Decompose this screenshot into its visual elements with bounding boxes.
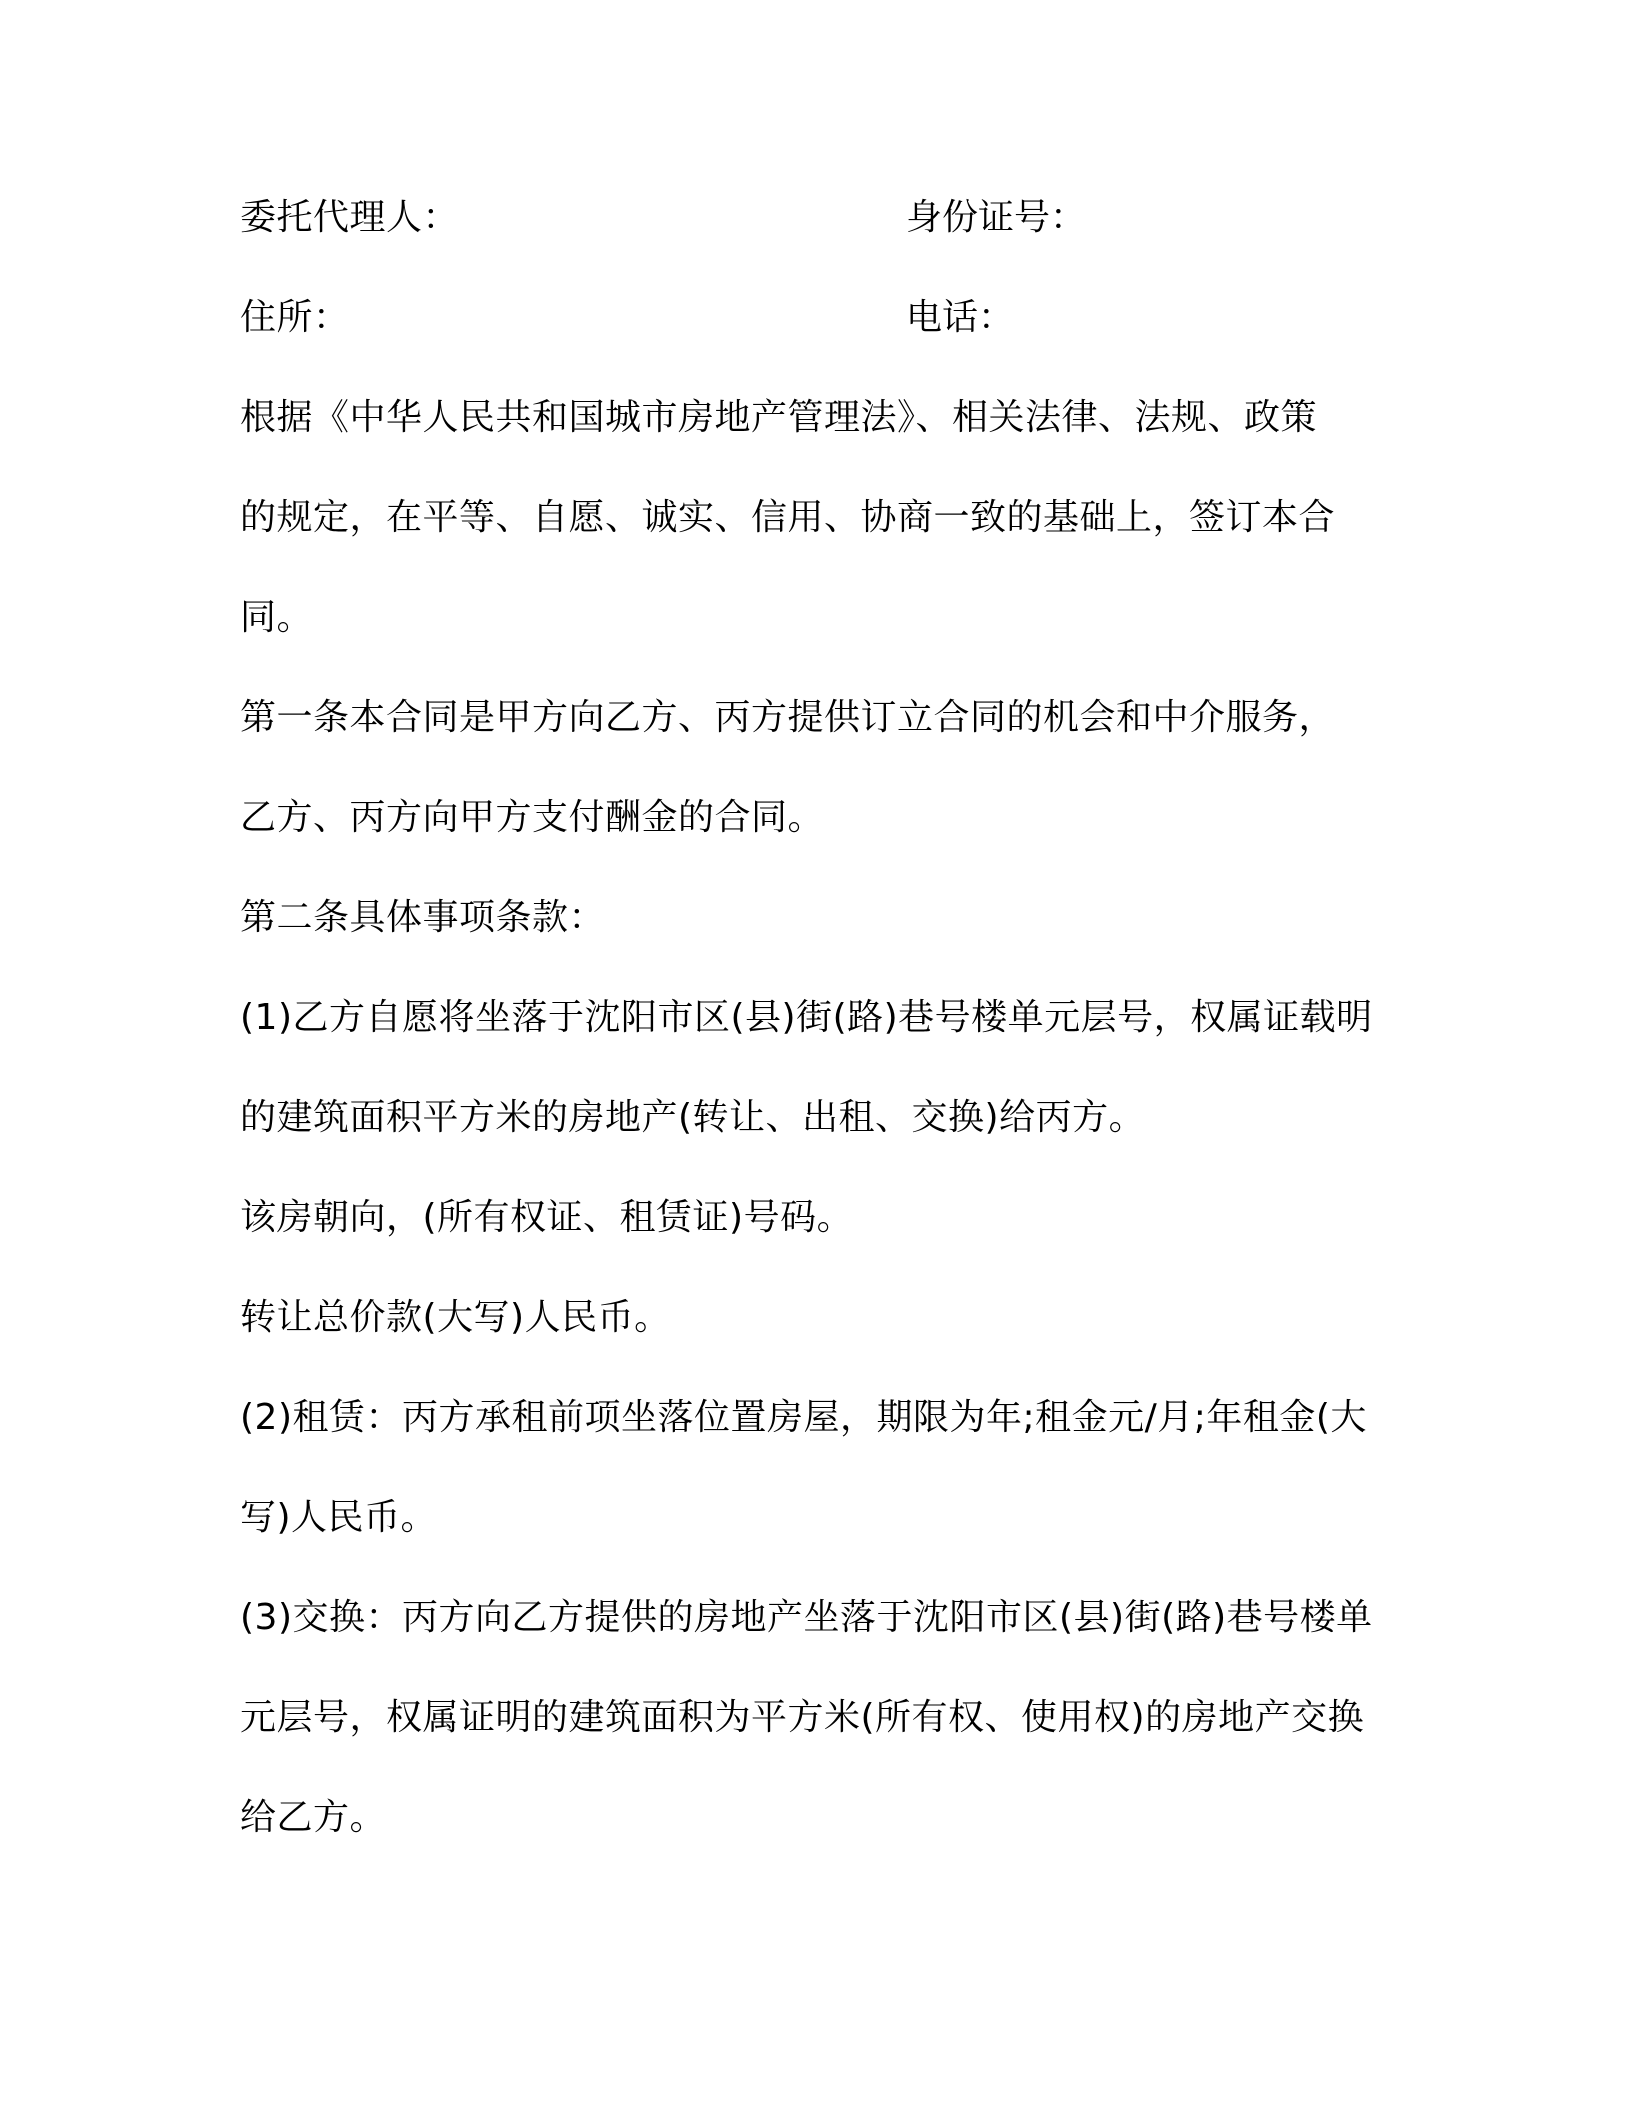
paragraph-line: 根据《中华人民共和国城市房地产管理法》、相关法律、法规、政策 xyxy=(240,397,1318,438)
clause-3-line: 给乙方。 xyxy=(240,1797,387,1838)
clause-3-line: 元层号，权属证明的建筑面积为平方米(所有权、使用权)的房地产交换 xyxy=(240,1697,1365,1738)
paragraph-line: 同。 xyxy=(240,597,314,638)
id-number-label: 身份证号： xyxy=(906,197,1087,238)
phone-label: 电话： xyxy=(906,297,1015,338)
clause-1-line: 该房朝向，(所有权证、租赁证)号码。 xyxy=(240,1197,854,1238)
clause-2-line: (2)租赁：丙方承租前项坐落位置房屋，期限为年;租金元/月;年租金(大 xyxy=(240,1397,1367,1438)
address-label: 住所： xyxy=(240,297,350,338)
clause-1-line: (1)乙方自愿将坐落于沈阳市区(县)街(路)巷号楼单元层号，权属证载明 xyxy=(240,997,1373,1038)
clause-1-line: 转让总价款(大写)人民币。 xyxy=(240,1297,671,1338)
clause-1-line: 的建筑面积平方米的房地产(转让、出租、交换)给丙方。 xyxy=(240,1097,1146,1138)
article-two-heading: 第二条具体事项条款： xyxy=(240,897,606,938)
article-one-line: 乙方、丙方向甲方支付酬金的合同。 xyxy=(240,797,825,838)
article-one-line: 第一条本合同是甲方向乙方、丙方提供订立合同的机会和中介服务， xyxy=(240,697,1336,738)
paragraph-line: 的规定，在平等、自愿、诚实、信用、协商一致的基础上，签订本合 xyxy=(240,497,1336,538)
clause-3-line: (3)交换：丙方向乙方提供的房地产坐落于沈阳市区(县)街(路)巷号楼单 xyxy=(240,1597,1373,1638)
agent-label: 委托代理人： xyxy=(240,197,460,238)
clause-2-line: 写)人民币。 xyxy=(240,1497,438,1538)
